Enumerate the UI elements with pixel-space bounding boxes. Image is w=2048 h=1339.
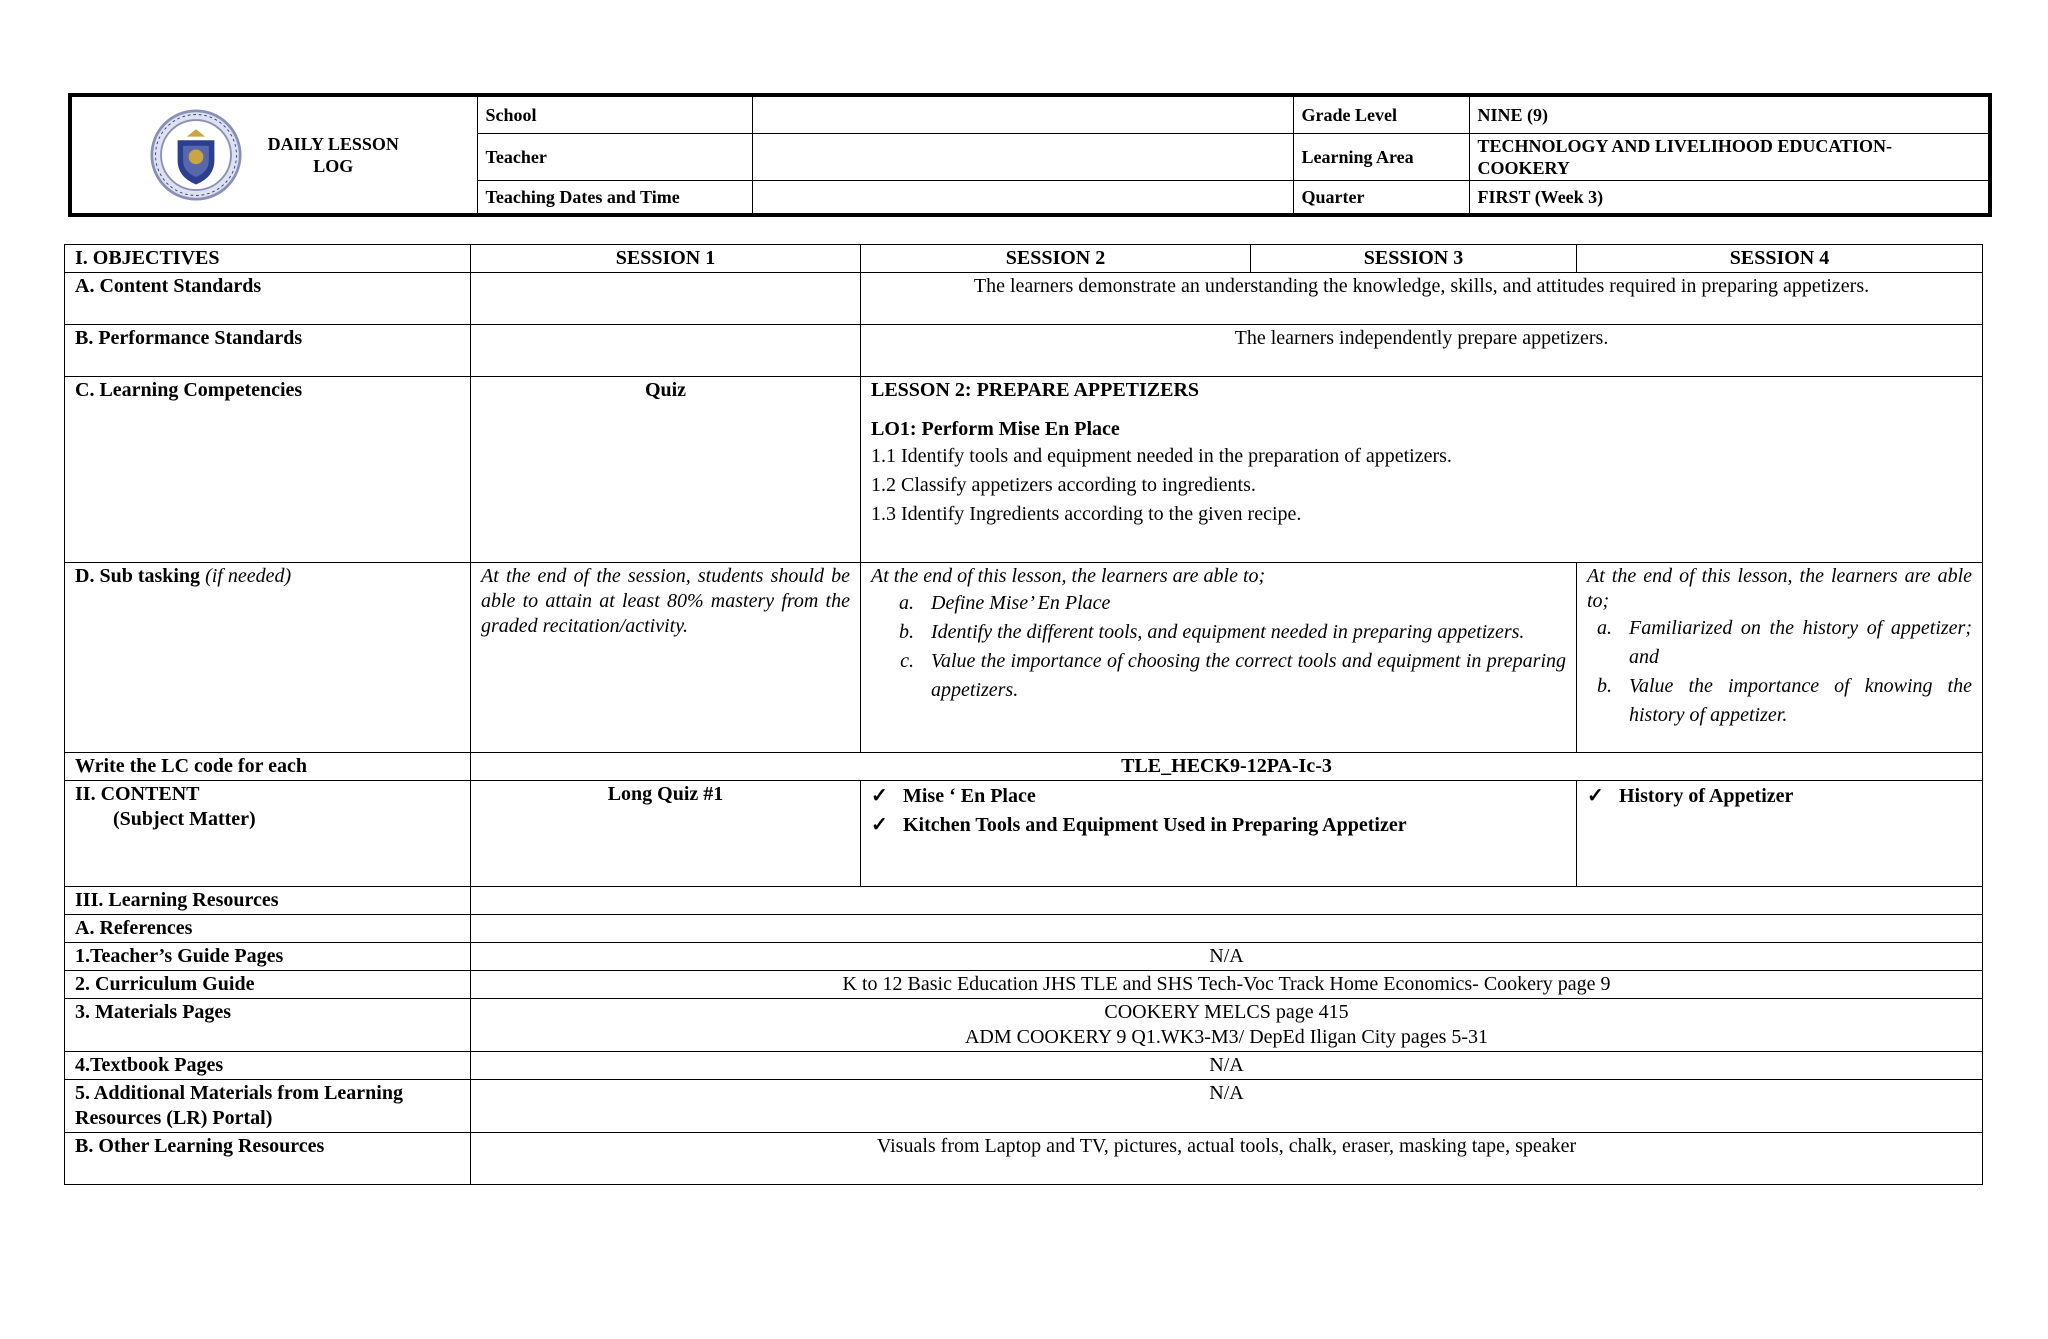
- additional-materials-value: N/A: [471, 1080, 1983, 1133]
- content-item: ✓ Mise ‘ En Place: [871, 785, 1036, 807]
- lo-item: 1.1 Identify tools and equipment needed in the preparation of appetizers.: [871, 445, 1452, 467]
- quarter-value: FIRST (Week 3): [1469, 181, 1990, 215]
- lesson-title: LESSON 2: PREPARE APPETIZERS: [871, 379, 1200, 401]
- grade-level-label: Grade Level: [1293, 95, 1469, 133]
- session-2-header: SESSION 2: [861, 245, 1251, 273]
- header-logo-cell: [70, 95, 477, 215]
- learning-area-value: TECHNOLOGY AND LIVELIHOOD EDUCATION- COOKERY: [1469, 133, 1990, 181]
- sub-tasking-item: b. Identify the different tools, and equipment needed in preparing appetizers.: [919, 618, 1566, 647]
- dates-label: Teaching Dates and Time: [477, 181, 752, 215]
- other-resources-label: B. Other Learning Resources: [65, 1133, 471, 1185]
- materials-label: 3. Materials Pages: [65, 999, 471, 1052]
- learning-competencies-value: [861, 377, 1983, 563]
- grade-level-value: NINE (9): [1469, 95, 1990, 133]
- performance-standards-s1: [471, 325, 861, 377]
- performance-standards-value: The learners independently prepare appetizers.: [861, 325, 1983, 377]
- teacher-label: Teacher: [477, 133, 752, 181]
- references-empty: [471, 915, 1983, 943]
- textbook-value: N/A: [471, 1052, 1983, 1080]
- teacher-value: [752, 133, 1293, 181]
- content-s4: [1577, 781, 1983, 887]
- content-heading: II. CONTENT (Subject Matter): [65, 781, 471, 887]
- content-standards-value: The learners demonstrate an understanding the knowledge, skills, and attitudes required in preparing appetizers.: [861, 273, 1983, 325]
- sub-tasking-s23-intro: At the end of this lesson, the learners are able to;: [871, 565, 1266, 587]
- sub-tasking-label: D. Sub tasking (if needed): [65, 563, 471, 753]
- sub-tasking-s4-intro: At the end of this lesson, the learners are able to;: [1587, 565, 1972, 612]
- materials-value: COOKERY MELCS page 415 ADM COOKERY 9 Q1.WK3-M3/ DepEd Iligan City pages 5-31: [471, 999, 1983, 1052]
- lo-title: LO1: Perform Mise En Place: [871, 418, 1120, 440]
- lesson-log-table: [64, 244, 1983, 1185]
- learning-resources-heading: III. Learning Resources: [65, 887, 471, 915]
- check-icon: ✓: [871, 785, 888, 807]
- curriculum-guide-value: K to 12 Basic Education JHS TLE and SHS Tech-Voc Track Home Economics- Cookery page 9: [471, 971, 1983, 999]
- lc-code-value: TLE_HECK9-12PA-Ic-3: [471, 753, 1983, 781]
- content-item: ✓ Kitchen Tools and Equipment Used in Preparing Appetizer: [871, 814, 1407, 836]
- dates-value: [752, 181, 1293, 215]
- references-label: A. References: [65, 915, 471, 943]
- session-4-header: SESSION 4: [1577, 245, 1983, 273]
- content-s1: Long Quiz #1: [471, 781, 861, 887]
- performance-standards-label: B. Performance Standards: [65, 325, 471, 377]
- lo-item: 1.3 Identify Ingredients according to the given recipe.: [871, 503, 1302, 525]
- content-standards-s1: [471, 273, 861, 325]
- lo-item: 1.2 Classify appetizers according to ingredients.: [871, 474, 1256, 496]
- sub-tasking-s1: At the end of the session, students should be able to attain at least 80% mastery from the graded recitation/activity.: [471, 563, 861, 753]
- school-label: School: [477, 95, 752, 133]
- other-resources-value: Visuals from Laptop and TV, pictures, actual tools, chalk, eraser, masking tape, speaker: [471, 1133, 1983, 1185]
- daily-lesson-log-title: DAILY LESSON LOG: [267, 134, 399, 176]
- check-icon: ✓: [1587, 785, 1604, 807]
- teachers-guide-label: 1.Teacher’s Guide Pages: [65, 943, 471, 971]
- objectives-heading: I. OBJECTIVES: [65, 245, 471, 273]
- quarter-label: Quarter: [1293, 181, 1469, 215]
- sub-tasking-item: a. Familiarized on the history of appetizer; and: [1617, 614, 1972, 672]
- learning-resources-empty: [471, 887, 1983, 915]
- learning-competencies-label: C. Learning Competencies: [65, 377, 471, 563]
- check-icon: ✓: [871, 814, 888, 836]
- additional-materials-label: 5. Additional Materials from Learning Resources (LR) Portal): [65, 1080, 471, 1133]
- school-value: [752, 95, 1293, 133]
- textbook-label: 4.Textbook Pages: [65, 1052, 471, 1080]
- content-standards-label: A. Content Standards: [65, 273, 471, 325]
- sub-tasking-item: a. Define Mise’ En Place: [919, 589, 1566, 618]
- content-item: ✓ History of Appetizer: [1587, 785, 1794, 807]
- session-3-header: SESSION 3: [1251, 245, 1577, 273]
- content-s23: [861, 781, 1577, 887]
- sub-tasking-s23: [861, 563, 1577, 753]
- deped-seal-icon: [150, 109, 242, 201]
- curriculum-guide-label: 2. Curriculum Guide: [65, 971, 471, 999]
- session-1-header: SESSION 1: [471, 245, 861, 273]
- sub-tasking-item: c. Value the importance of choosing the correct tools and equipment in preparing appetizers.: [919, 647, 1566, 705]
- teachers-guide-value: N/A: [471, 943, 1983, 971]
- learning-competencies-s1: Quiz: [471, 377, 861, 563]
- header-table: [68, 93, 1992, 217]
- sub-tasking-item: b. Value the importance of knowing the history of appetizer.: [1617, 672, 1972, 730]
- sub-tasking-s4: [1577, 563, 1983, 753]
- learning-area-label: Learning Area: [1293, 133, 1469, 181]
- lc-code-label: Write the LC code for each: [65, 753, 471, 781]
